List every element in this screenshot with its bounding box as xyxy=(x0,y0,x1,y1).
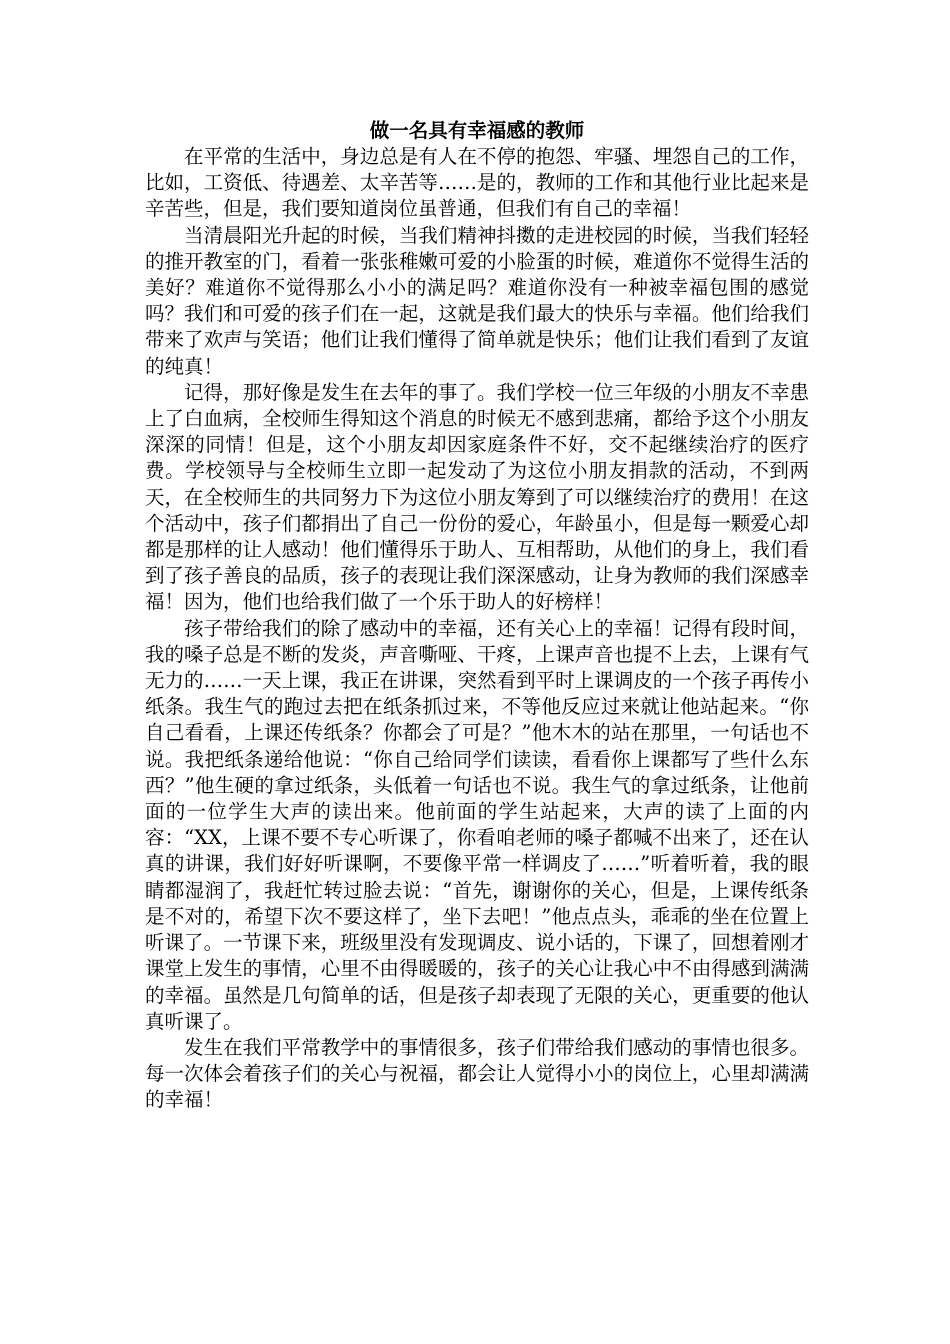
paragraph: 记得，那好像是发生在去年的事了。我们学校一位三年级的小朋友不幸患上了白血病，全校师生得知这个消息的时候无不感到悲痛，都给予这个小朋友深深的同情！但是，这个小朋友却因家庭条件不好，交不起继续治疗的医疗费。学校领导与全校师生立即一起发动了为这位小朋友捐款的活动，不到两天，在全校师生的共同努力下为这位小朋友筹到了可以继续治疗的费用！在这个活动中，孩子们都捐出了自己一份份的爱心，年龄虽小，但是每一颗爱心却都是那样的让人感动！他们懂得乐于助人、互相帮助，从他们的身上，我们看到了孩子善良的品质，孩子的表现让我们深深感动，让身为教师的我们深感幸福！因为，他们也给我们做了一个乐于助人的好榜样！ xyxy=(145,380,809,614)
document-title: 做一名具有幸福感的教师 xyxy=(369,119,585,142)
paragraph: 当清晨阳光升起的时候，当我们精神抖擞的走进校园的时候，当我们轻轻的推开教室的门，看着一张张稚嫩可爱的小脸蛋的时候，难道你不觉得生活的美好？难道你不觉得那么小小的满足吗？难道你没有一种被幸福包围的感觉吗？我们和可爱的孩子们在一起，这就是我们最大的快乐与幸福。他们给我们带来了欢声与笑语；他们让我们懂得了简单就是快乐；他们让我们看到了友谊的纯真！ xyxy=(145,223,809,378)
document-body xyxy=(145,118,809,1114)
paragraph: 发生在我们平常教学中的事情很多，孩子们带给我们感动的事情也很多。每一次体会着孩子们的关心与祝福，都会让人觉得小小的岗位上，心里却满满的幸福！ xyxy=(145,1035,809,1112)
paragraph: 在平常的生活中，身边总是有人在不停的抱怨、牢骚、埋怨自己的工作，比如，工资低、待遇差、太辛苦等……是的，教师的工作和其他行业比起来是辛苦些，但是，我们要知道岗位虽普通，但我们有自己的幸福！ xyxy=(145,145,809,221)
paragraph: 孩子带给我们的除了感动中的幸福，还有关心上的幸福！记得有段时间，我的嗓子总是不断的发炎，声音嘶哑、干疼，上课声音也提不上去，上课有气无力的……一天上课，我正在讲课，突然看到平时上课调皮的一个孩子再传小纸条。我生气的跑过去把在纸条抓过来，不等他反应过来就让他站起来。“你自己看看，上课还传纸条？你都会了可是？”他木木的站在那里，一句话也不说。我把纸条递给他说：“你自己给同学们读读，看看你上课都写了些什么东西？”他生硬的拿过纸条，头低着一句话也不说。我生气的拿过纸条，让他前面的一位学生大声的读出来。他前面的学生站起来，大声的读了上面的内容：“XX，上课不要不专心听课了，你看咱老师的嗓子都喊不出来了，还在认真的讲课，我们好好听课啊，不要像平常一样调皮了……”听着听着，我的眼睛都湿润了，我赶忙转过脸去说：“首先，谢谢你的关心，但是，上课传纸条是不对的，希望下次不要这样了，坐下去吧！”他点点头，乖乖的坐在位置上听课了。一节课下来，班级里没有发现调皮、说小话的，下课了，回想着刚才课堂上发生的事情，心里不由得暖暖的，孩子的关心让我心中不由得感到满满的幸福。虽然是几句简单的话，但是孩子却表现了无限的关心，更重要的他认真听课了。 xyxy=(145,616,809,1033)
